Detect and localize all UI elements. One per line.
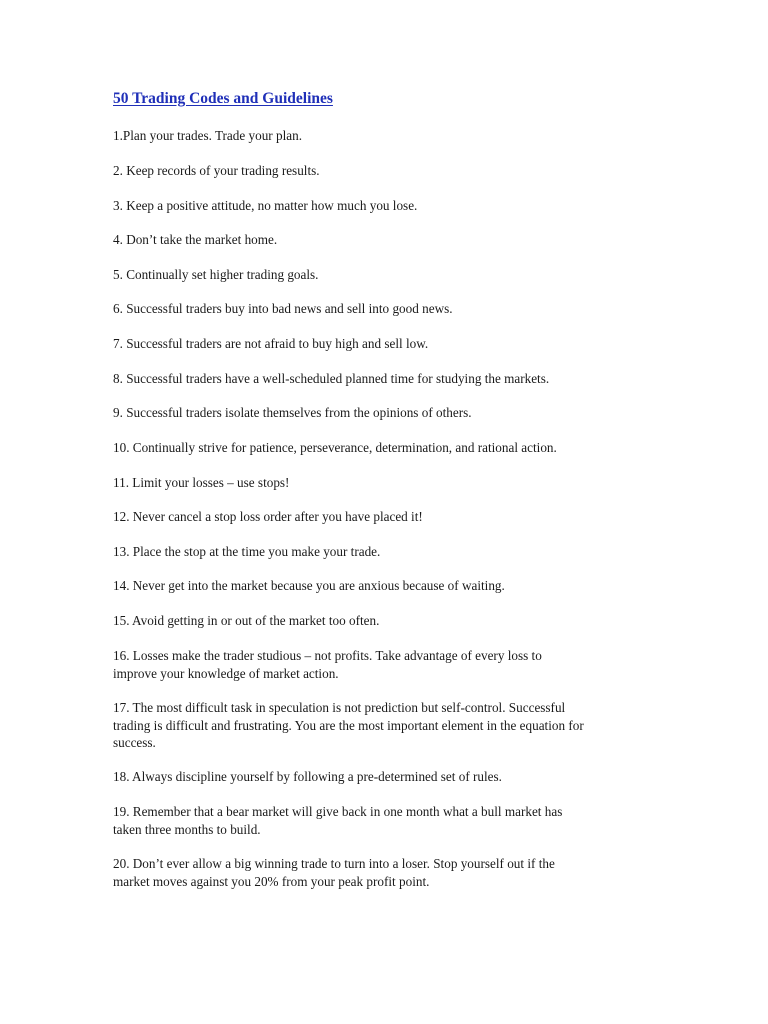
list-item-text: 10. Continually strive for patience, perseverance, determination, and rational action. xyxy=(113,440,557,455)
list-item-text: 5. Continually set higher trading goals. xyxy=(113,267,319,282)
list-item-text: 6. Successful traders buy into bad news and sell into good news. xyxy=(113,301,453,316)
list-item-text: trading is difficult and frustrating. You are the most important element in the equation for xyxy=(113,717,584,733)
list-item-8 xyxy=(113,370,673,388)
list-item-19 xyxy=(113,803,673,838)
list-item-text: improve your knowledge of market action. xyxy=(113,665,339,681)
list-item-3 xyxy=(113,197,673,215)
list-item-1 xyxy=(113,127,673,145)
list-item-text: 2. Keep records of your trading results. xyxy=(113,163,320,178)
list-item-text: 11. Limit your losses – use stops! xyxy=(113,475,290,490)
list-item-text: 1.Plan your trades. Trade your plan. xyxy=(113,128,302,143)
list-item-text: 12. Never cancel a stop loss order after you have placed it! xyxy=(113,509,423,524)
list-item-text: 15. Avoid getting in or out of the market too often. xyxy=(113,613,380,628)
list-item-5 xyxy=(113,266,673,284)
list-item-text: 7. Successful traders are not afraid to buy high and sell low. xyxy=(113,336,429,351)
list-item-12 xyxy=(113,508,673,526)
list-item-7 xyxy=(113,335,673,353)
list-item-14 xyxy=(113,577,673,595)
list-item-text: 13. Place the stop at the time you make your trade. xyxy=(113,544,381,559)
list-item-text: success. xyxy=(113,735,156,750)
list-item-text: 8. Successful traders have a well-scheduled planned time for studying the markets. xyxy=(113,371,550,386)
list-item-13 xyxy=(113,543,673,561)
document-title-link[interactable]: 50 Trading Codes and Guidelines xyxy=(113,90,333,107)
list-item-9 xyxy=(113,404,673,422)
list-item-2 xyxy=(113,162,673,180)
list-item-6 xyxy=(113,300,673,318)
list-item-17 xyxy=(113,699,673,752)
list-item-10 xyxy=(113,439,673,457)
list-item-15 xyxy=(113,612,673,630)
list-item-text: market moves against you 20% from your peak profit point. xyxy=(113,873,430,889)
list-item-text: 14. Never get into the market because you are anxious because of waiting. xyxy=(113,578,505,593)
list-item-text: taken three months to build. xyxy=(113,821,261,837)
list-item-text: 17. The most difficult task in speculation is not prediction but self-control. Successful xyxy=(113,700,566,715)
list-item-text: 16. Losses make the trader studious – not profits. Take advantage of every loss to xyxy=(113,648,542,663)
list-item-text: 4. Don’t take the market home. xyxy=(113,232,278,247)
list-item-20 xyxy=(113,855,673,890)
list-item-text: 18. Always discipline yourself by following a pre-determined set of rules. xyxy=(113,769,502,784)
list-item-18 xyxy=(113,768,673,786)
list-item-text: 3. Keep a positive attitude, no matter how much you lose. xyxy=(113,198,418,213)
list-item-text: 9. Successful traders isolate themselves from the opinions of others. xyxy=(113,405,472,420)
list-item-text: 20. Don’t ever allow a big winning trade to turn into a loser. Stop yourself out if the xyxy=(113,856,555,871)
list-item-4 xyxy=(113,231,673,249)
list-item-11 xyxy=(113,474,673,492)
list-item-text: 19. Remember that a bear market will give back in one month what a bull market has xyxy=(113,804,563,819)
list-item-16 xyxy=(113,647,673,682)
